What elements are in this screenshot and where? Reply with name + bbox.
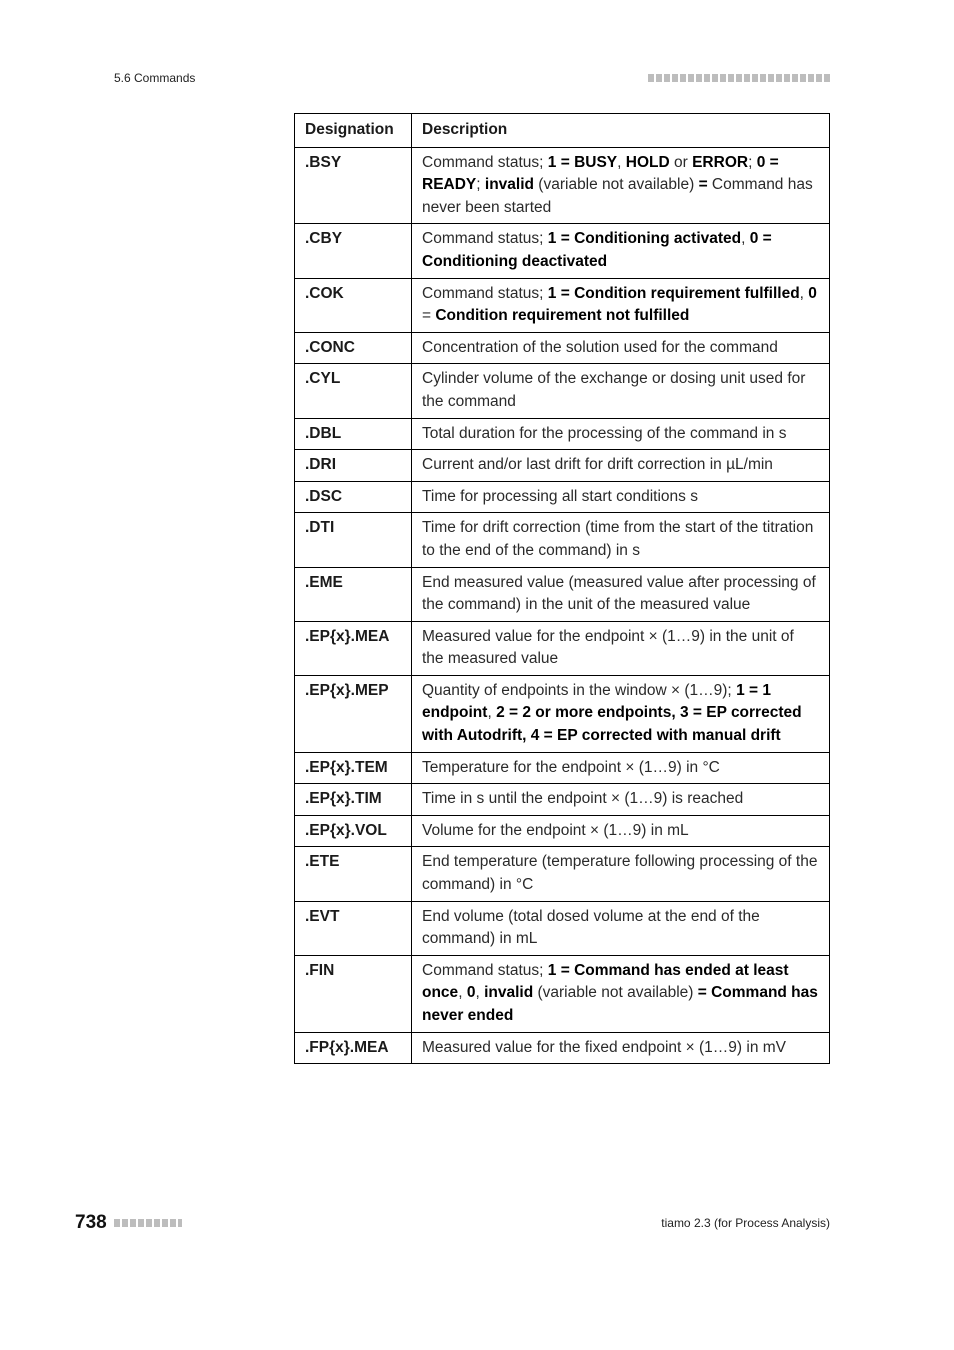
description-text: Command status; xyxy=(422,153,548,171)
description-cell xyxy=(412,332,830,364)
description-emphasis: = xyxy=(698,176,708,194)
description-emphasis: 0 xyxy=(466,984,476,1002)
table-row xyxy=(295,418,830,450)
description-emphasis: 1 = Conditioning activated xyxy=(547,230,742,248)
description-cell xyxy=(412,901,830,955)
description-text: Command status; xyxy=(422,284,548,302)
page-number: 738 xyxy=(75,1212,107,1233)
designation-cell: .DRI xyxy=(295,450,412,482)
command-variables-table xyxy=(294,113,830,1064)
table-row xyxy=(295,224,830,278)
description-cell xyxy=(412,784,830,816)
description-cell xyxy=(412,513,830,567)
designation-cell: .EP{x}.VOL xyxy=(295,815,412,847)
description-text: Total duration for the processing of the command in s xyxy=(422,424,787,442)
description-text: Concentration of the solution used for the command xyxy=(422,338,778,356)
designation-cell: .EP{x}.MEP xyxy=(295,675,412,752)
description-emphasis: 1 = BUSY xyxy=(547,153,618,171)
footer-product-name: tiamo 2.3 (for Process Analysis) xyxy=(661,1216,830,1230)
description-emphasis: invalid xyxy=(484,984,534,1002)
table-row xyxy=(295,147,830,224)
description-cell xyxy=(412,450,830,482)
description-text: , xyxy=(799,284,809,302)
table-row xyxy=(295,364,830,418)
designation-cell: .ETE xyxy=(295,847,412,901)
description-cell xyxy=(412,1032,830,1064)
designation-cell: .FIN xyxy=(295,955,412,1032)
description-cell xyxy=(412,847,830,901)
description-text: Command status; xyxy=(422,230,548,248)
table-row xyxy=(295,752,830,784)
designation-cell: .EVT xyxy=(295,901,412,955)
description-text: , xyxy=(458,984,467,1002)
designation-cell: .DSC xyxy=(295,481,412,513)
designation-cell: .COK xyxy=(295,278,412,332)
description-emphasis: 0 xyxy=(808,284,817,302)
description-text: , xyxy=(617,153,626,171)
table-row xyxy=(295,450,830,482)
designation-cell: .DTI xyxy=(295,513,412,567)
table-row xyxy=(295,1032,830,1064)
description-cell xyxy=(412,147,830,224)
description-emphasis: 1 = Condition requirement fulfilled xyxy=(547,284,800,302)
description-emphasis: invalid xyxy=(484,176,534,194)
running-header-section: 5.6 Commands xyxy=(114,71,196,85)
description-text: ; xyxy=(476,176,485,194)
description-text: Time for processing all start conditions s xyxy=(422,487,698,505)
description-cell xyxy=(412,815,830,847)
designation-cell: .EME xyxy=(295,567,412,621)
description-text: Measured value for the fixed endpoint × (1…9) in mV xyxy=(422,1038,787,1056)
table-row xyxy=(295,675,830,752)
table-row xyxy=(295,278,830,332)
description-cell xyxy=(412,278,830,332)
description-cell xyxy=(412,418,830,450)
description-cell xyxy=(412,224,830,278)
description-text: End volume (total dosed volume at the end of the command) in mL xyxy=(422,907,760,948)
description-text: , xyxy=(487,704,497,722)
description-text: Volume for the endpoint × (1…9) in mL xyxy=(422,821,689,839)
description-text: ; xyxy=(748,153,757,171)
designation-cell: .EP{x}.TEM xyxy=(295,752,412,784)
designation-cell: .CONC xyxy=(295,332,412,364)
description-text: (variable not available) xyxy=(534,176,699,194)
description-text: (variable not available) xyxy=(533,984,698,1002)
designation-cell: .DBL xyxy=(295,418,412,450)
description-emphasis: = Command has never ended xyxy=(422,984,818,1024)
description-text: End measured value (measured value after processing of the command) in the unit of the measured value xyxy=(422,573,816,614)
description-cell xyxy=(412,955,830,1032)
description-cell xyxy=(412,675,830,752)
description-emphasis: 2 = 2 or more endpoints, 3 = EP corrected with Autodrift, 4 = EP corrected with manual drift xyxy=(422,704,802,745)
designation-cell: .BSY xyxy=(295,147,412,224)
table-row xyxy=(295,847,830,901)
description-text: Command has never been started xyxy=(422,176,813,216)
description-text: Command status; xyxy=(422,961,548,979)
description-emphasis: 1 = 1 endpoint xyxy=(422,681,771,722)
description-text: Quantity of endpoints in the window × (1…9); xyxy=(422,681,737,699)
footer-dot-decoration xyxy=(114,1219,182,1227)
designation-cell: .EP{x}.TIM xyxy=(295,784,412,816)
table-row xyxy=(295,621,830,675)
designation-cell: .FP{x}.MEA xyxy=(295,1032,412,1064)
description-cell xyxy=(412,621,830,675)
description-emphasis: 0 = READY xyxy=(422,153,779,194)
description-text: Cylinder volume of the exchange or dosing unit used for the command xyxy=(422,370,806,410)
description-text: Time in s until the endpoint × (1…9) is reached xyxy=(422,790,744,808)
table-row xyxy=(295,513,830,567)
description-cell xyxy=(412,567,830,621)
description-text: Current and/or last drift for drift correction in µL/min xyxy=(422,456,773,474)
table-row xyxy=(295,815,830,847)
description-text: , xyxy=(475,984,485,1002)
designation-cell: .EP{x}.MEA xyxy=(295,621,412,675)
table-row xyxy=(295,332,830,364)
description-emphasis: Condition requirement not fulfilled xyxy=(435,307,690,325)
table-row xyxy=(295,784,830,816)
description-emphasis: 0 = Conditioning deactivated xyxy=(422,230,772,270)
description-emphasis: 1 = Command has ended at least once xyxy=(422,961,789,1002)
description-emphasis: ERROR xyxy=(692,153,749,171)
table-row xyxy=(295,901,830,955)
description-text: Measured value for the endpoint × (1…9) in the unit of the measured value xyxy=(422,627,794,668)
column-header-description: Description xyxy=(412,114,830,148)
header-dot-decoration xyxy=(648,74,830,82)
table-header-row xyxy=(295,114,830,148)
description-cell xyxy=(412,481,830,513)
designation-cell: .CYL xyxy=(295,364,412,418)
table-row xyxy=(295,481,830,513)
description-text: Time for drift correction (time from the start of the titration to the end of the command) in s xyxy=(422,519,814,559)
column-header-designation: Designation xyxy=(295,114,412,148)
description-text: , xyxy=(741,230,750,248)
table-body xyxy=(295,147,830,1064)
description-cell xyxy=(412,364,830,418)
description-cell xyxy=(412,752,830,784)
designation-cell: .CBY xyxy=(295,224,412,278)
table-row xyxy=(295,955,830,1032)
description-text: End temperature (temperature following processing of the command) in °C xyxy=(422,853,818,894)
description-text: Temperature for the endpoint × (1…9) in °C xyxy=(422,758,720,776)
description-text: or xyxy=(669,153,693,171)
description-emphasis: HOLD xyxy=(625,153,670,171)
description-text: = xyxy=(422,307,436,325)
table-row xyxy=(295,567,830,621)
